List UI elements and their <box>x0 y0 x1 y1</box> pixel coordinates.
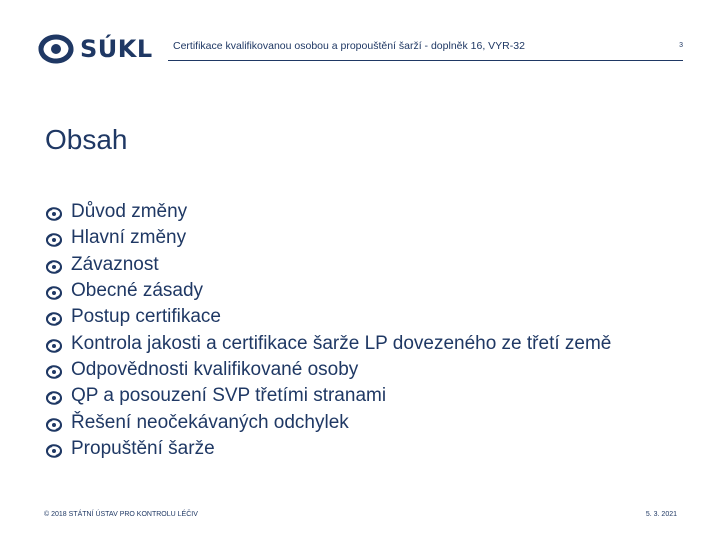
list-item <box>45 225 611 251</box>
bullet-icon <box>45 442 63 456</box>
list-item <box>45 330 611 356</box>
list-item <box>45 278 611 304</box>
bullet-icon <box>45 310 63 324</box>
list-item <box>45 383 611 409</box>
list-item <box>45 199 611 225</box>
list-item-label: Obecné zásady <box>71 280 204 302</box>
bullet-icon <box>45 205 63 219</box>
slide-title: Obsah <box>45 124 128 155</box>
list-item-label: Propuštění šarže <box>71 437 215 459</box>
list-item-label: Řešení neočekávaných odchylek <box>71 411 349 433</box>
page-number: 3 <box>679 42 683 49</box>
list-item-label: Postup certifikace <box>71 306 221 328</box>
list-item <box>45 357 611 383</box>
list-item-label: Důvod změny <box>71 201 188 223</box>
sukl-logo <box>38 34 153 64</box>
list-item <box>45 436 611 462</box>
list-item <box>45 252 611 278</box>
footer-date: 5. 3. 2021 <box>645 511 677 518</box>
list-item-label: Kontrola jakosti a certifikace šarže LP dovezeného ze třetí země <box>71 332 612 354</box>
bullet-icon <box>45 231 63 245</box>
bullet-icon <box>45 389 63 403</box>
footer-copyright: © 2018 STÁTNÍ ÚSTAV PRO KONTROLU LÉČIV <box>44 511 198 518</box>
bullet-icon <box>45 363 63 377</box>
sukl-logo-icon <box>38 34 74 64</box>
list-item-label: Odpovědnosti kvalifikované osoby <box>71 358 359 380</box>
list-item <box>45 409 611 435</box>
contents-list <box>45 199 611 462</box>
list-item-label: Závaznost <box>71 253 159 275</box>
bullet-icon <box>45 416 63 430</box>
bullet-icon <box>45 284 63 298</box>
bullet-icon <box>45 337 63 351</box>
header-title: Certifikace kvalifikovanou osobou a propouštění šarží - doplněk 16, VYR-32 <box>173 40 525 52</box>
header-divider <box>168 60 683 61</box>
bullet-icon <box>45 258 63 272</box>
list-item-label: QP a posouzení SVP třetími stranami <box>71 385 387 407</box>
list-item <box>45 304 611 330</box>
list-item-label: Hlavní změny <box>71 227 187 249</box>
logo-text: SÚKL <box>80 35 153 63</box>
